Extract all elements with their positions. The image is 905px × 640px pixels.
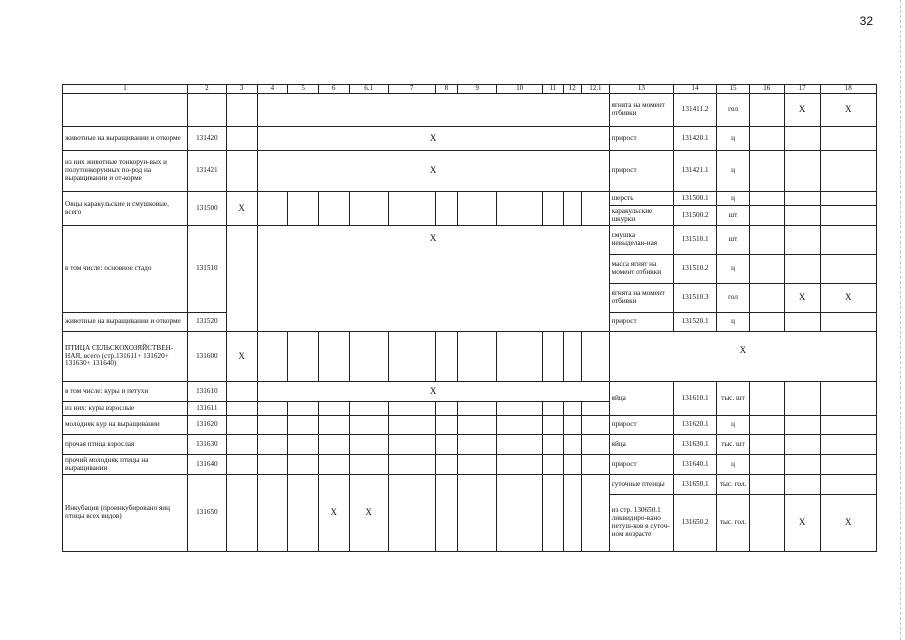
unit: гол [717,94,750,127]
row-code: 131620 [187,416,226,435]
table-row [63,435,877,455]
indicator-code: 131520.1 [674,313,717,332]
row-name: в том числе: куры и петухи [63,382,188,402]
x-mark: X [318,475,349,552]
table-row [63,192,877,206]
unit: ц [717,151,750,192]
row-code: 131650 [187,475,226,552]
x-mark: X [226,192,257,226]
col-header: 18 [820,85,876,94]
table-row [63,151,877,192]
header-row [63,85,877,94]
x-mark: X [609,332,876,382]
row-name: Инкубация (проинкубировано яиц птицы всех видов) [63,475,188,552]
indicator-code: 131620.1 [674,416,717,435]
unit: шт [717,206,750,226]
indicator-name: из стр. 130650.1 ликвидиро-вано петуш-ков в суточ-ном возрасте [609,495,674,552]
col-header: 5 [288,85,319,94]
row-code: 131640 [187,455,226,475]
col-header: 7 [388,85,435,94]
page-number: 32 [859,14,873,28]
x-mark: X [349,475,388,552]
col-header: 13 [609,85,674,94]
table-row [63,127,877,151]
col-header: 16 [749,85,784,94]
indicator-name: ягнята на момент отбивки [609,284,674,313]
x-mark: X [257,127,609,151]
table-row [63,382,877,402]
col-header: 12.1 [582,85,610,94]
unit: тыс. шт [717,435,750,455]
col-header: 3 [226,85,257,94]
merged-cell [257,94,609,127]
x-mark: X [784,495,820,552]
row-name: ПТИЦА СЕЛЬСКОХОЗЯЙСТВЕН-НАЯ, всего (стр.131611+ 131620+ 131630+ 131640) [63,332,188,382]
row-code: 131610 [187,382,226,402]
row-code: 131420 [187,127,226,151]
form-table [62,84,877,552]
indicator-name: суточные птенцы [609,475,674,495]
row-name: из них животные тонкорун-вых и полутонкорунных по-род на выращивании и от-корме [63,151,188,192]
indicator-name: прирост [609,313,674,332]
x-mark: X [257,151,609,192]
x-mark: X [226,332,257,382]
indicator-code: 131610.1 [674,382,717,416]
indicator-code: 131500.1 [674,192,717,206]
indicator-code: 131411.2 [674,94,717,127]
indicator-code: 131420.1 [674,127,717,151]
row-code: 131600 [187,332,226,382]
row-code: 131500 [187,192,226,226]
indicator-name: прирост [609,127,674,151]
col-header: 4 [257,85,288,94]
col-header: 6 [318,85,349,94]
col-header: 17 [784,85,820,94]
page-edge-line [900,0,901,640]
indicator-name: яйца [609,435,674,455]
indicator-code: 131510.2 [674,255,717,284]
unit: ц [717,127,750,151]
table-row [63,475,877,495]
col-header: 1 [63,85,188,94]
indicator-name: яйца [609,382,674,416]
unit: ц [717,416,750,435]
table-row [63,416,877,435]
row-name: животные на выращивании и откорме [63,313,188,332]
indicator-code: 131650.2 [674,495,717,552]
unit: тыс. шт [717,382,750,416]
col-header: 14 [674,85,717,94]
unit: тыс. гол. [717,475,750,495]
indicator-code: 131510.1 [674,226,717,255]
row-name: из них: куры взрослые [63,402,188,416]
indicator-name: каракульские шкурки [609,206,674,226]
row-name: молодняк кур на выращивании [63,416,188,435]
indicator-name: масса ягнят на момент отбивки [609,255,674,284]
unit: ц [717,455,750,475]
col-header: 11 [543,85,563,94]
indicator-code: 131500.2 [674,206,717,226]
unit: ц [717,313,750,332]
x-mark: X [257,382,609,402]
table-row [63,94,877,127]
unit: шт [717,226,750,255]
indicator-name: смушка невыделан-ная [609,226,674,255]
col-header: 12 [563,85,581,94]
indicator-code: 131650.1 [674,475,717,495]
indicator-code: 131510.3 [674,284,717,313]
row-code: 131520 [187,313,226,332]
x-mark: X [784,284,820,313]
row-code: 131611 [187,402,226,416]
indicator-code: 131640.1 [674,455,717,475]
unit: тыс. гол. [717,495,750,552]
indicator-name: прирост [609,416,674,435]
row-name: в том числе: основное стадо [63,226,188,313]
row-code: 131630 [187,435,226,455]
table-row [63,226,877,255]
indicator-name: шерсть [609,192,674,206]
row-code: 131421 [187,151,226,192]
x-mark: X [820,94,876,127]
row-code [187,94,226,127]
x-mark: X [257,226,609,332]
unit: гол [717,284,750,313]
x-mark: X [784,94,820,127]
row-name: прочий молодняк птицы на выращивании [63,455,188,475]
indicator-code: 131630.1 [674,435,717,455]
row-name [63,94,188,127]
table-row [63,455,877,475]
row-code: 131510 [187,226,226,313]
col-header: 10 [497,85,543,94]
col-header: 2 [187,85,226,94]
col-header: 8 [435,85,458,94]
col-header: 15 [717,85,750,94]
table-row [63,332,877,382]
unit: ц [717,255,750,284]
x-mark: X [820,495,876,552]
row-name: прочая птица взрослая [63,435,188,455]
col-header: 6.1 [349,85,388,94]
unit: ц [717,192,750,206]
row-name: животные на выращивании и откорме [63,127,188,151]
x-mark: X [820,284,876,313]
indicator-name: прирост [609,151,674,192]
indicator-code: 131421.1 [674,151,717,192]
indicator-name: прирост [609,455,674,475]
col-header: 9 [458,85,497,94]
indicator-name: ягнята на момент отбивки [609,94,674,127]
row-name: Овцы каракульские и смушковые, всего [63,192,188,226]
